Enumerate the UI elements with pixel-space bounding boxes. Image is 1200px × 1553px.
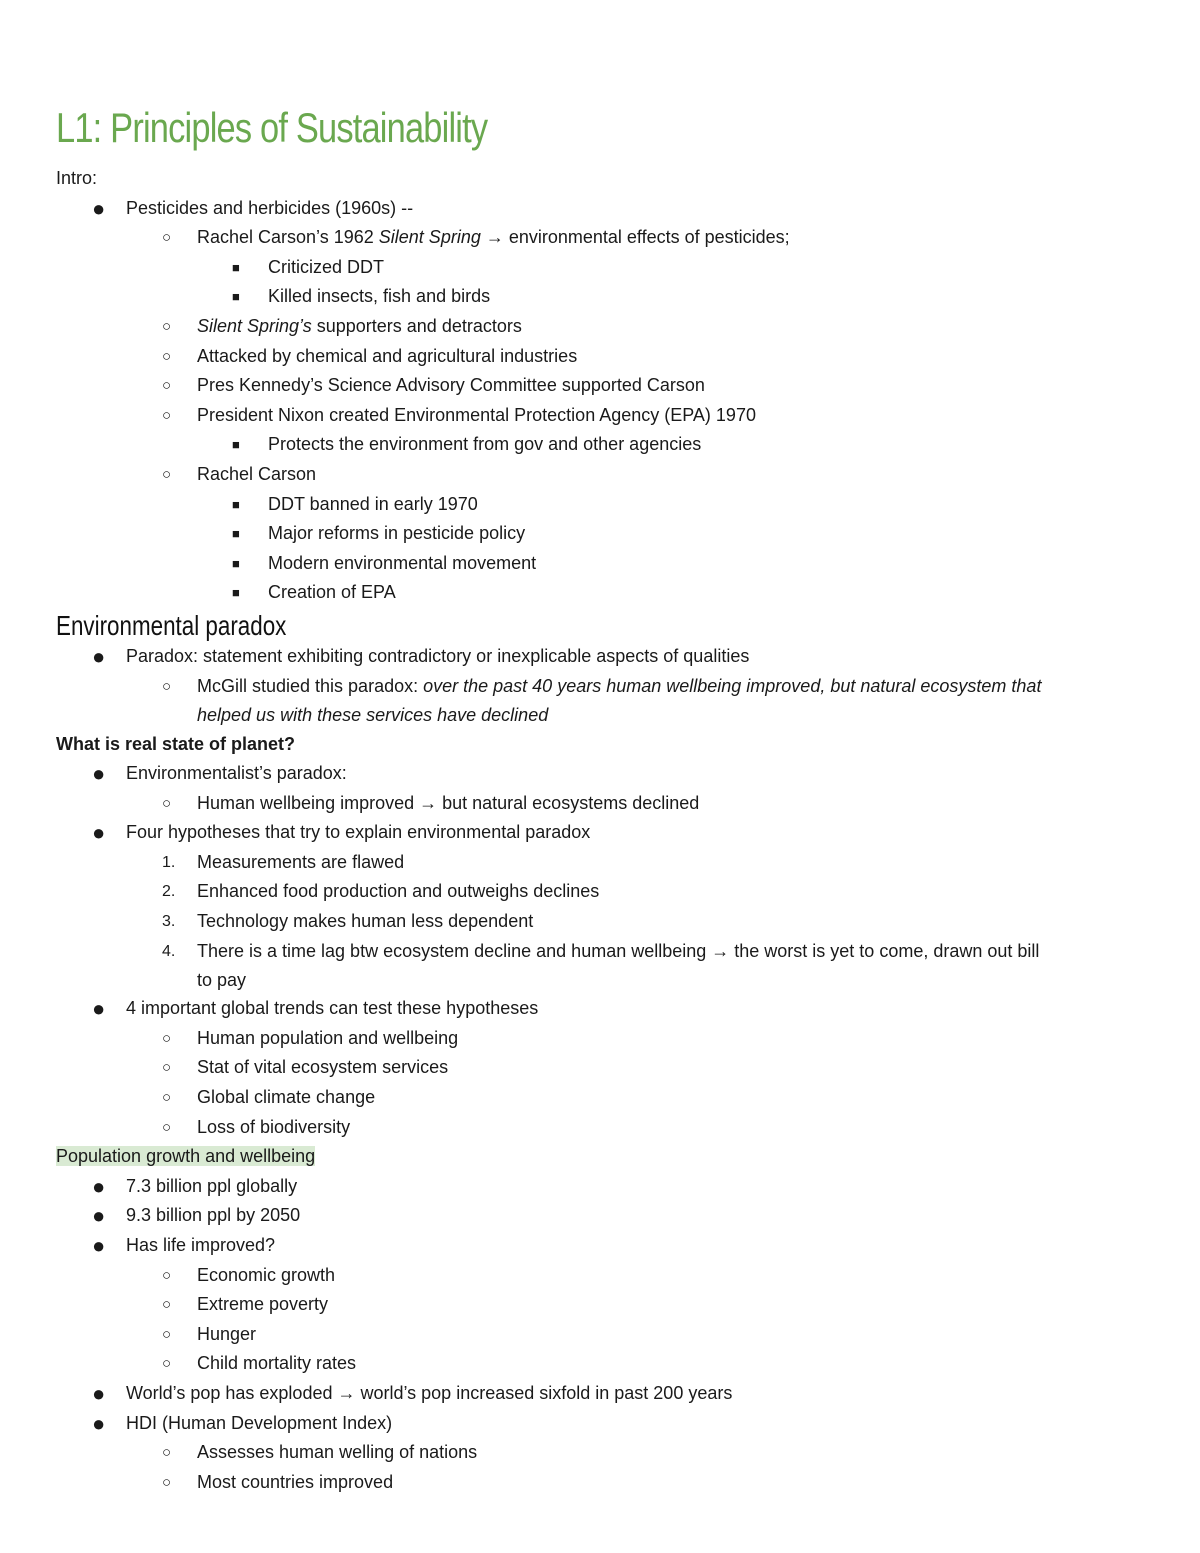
list-item: ● 9.3 billion ppl by 2050 <box>56 1201 1146 1231</box>
list-item: ○ Assesses human welling of nations <box>56 1438 1146 1468</box>
list-item: ● Environmentalist’s paradox: <box>56 759 1146 789</box>
list-item: ■ Modern environmental movement <box>56 549 1146 579</box>
bullet-dot-icon: ● <box>92 996 106 1022</box>
list-item: ○ Pres Kennedy’s Science Advisory Committee supported Carson <box>56 371 1146 401</box>
list-item: ○ Attacked by chemical and agricultural industries <box>56 342 1146 372</box>
bullet-circle-icon: ○ <box>162 1029 172 1047</box>
list-number: 1. <box>162 853 176 871</box>
list-item: ■ Major reforms in pesticide policy <box>56 519 1146 549</box>
bullet-circle-icon: ○ <box>162 1444 172 1462</box>
list-number: 4. <box>162 942 176 960</box>
list-item: ○ Rachel Carson <box>56 460 1146 490</box>
bullet-circle-icon: ○ <box>162 1059 172 1077</box>
list-item: ○ Global climate change <box>56 1083 1146 1113</box>
list-item: ■ Protects the environment from gov and other agencies <box>56 430 1146 460</box>
bullet-square-icon: ■ <box>232 437 240 453</box>
list-item: ○ President Nixon created Environmental Protection Agency (EPA) 1970 <box>56 401 1146 431</box>
list-item: ● Pesticides and herbicides (1960s) -- <box>56 194 1146 224</box>
bullet-square-icon: ■ <box>232 289 240 305</box>
bullet-dot-icon: ● <box>92 1203 106 1229</box>
list-item: ● 4 important global trends can test these hypotheses <box>56 994 1146 1024</box>
list-item: ○ Economic growth <box>56 1261 1146 1291</box>
list-item: ○ Extreme poverty <box>56 1290 1146 1320</box>
bullet-circle-icon: ○ <box>162 794 172 812</box>
numbered-item: 1. Measurements are flawed <box>56 848 1146 878</box>
list-item: ■ DDT banned in early 1970 <box>56 490 1146 520</box>
bullet-square-icon: ■ <box>232 259 240 275</box>
bullet-dot-icon: ● <box>92 820 106 846</box>
list-number: 2. <box>162 883 176 901</box>
bullet-circle-icon: ○ <box>162 1355 172 1373</box>
bullet-circle-icon: ○ <box>162 1266 172 1284</box>
bullet-dot-icon: ● <box>92 643 106 669</box>
page-title: L1: Principles of Sustainability <box>56 104 488 151</box>
bullet-dot-icon: ● <box>92 1410 106 1436</box>
bullet-dot-icon: ● <box>92 761 106 787</box>
bullet-circle-icon: ○ <box>162 1118 172 1136</box>
bullet-circle-icon: ○ <box>162 406 172 424</box>
document-page <box>56 100 1146 1497</box>
bullet-circle-icon: ○ <box>162 1325 172 1343</box>
bullet-circle-icon: ○ <box>162 317 172 335</box>
list-item: ■ Criticized DDT <box>56 253 1146 283</box>
intro-label: Intro: <box>56 168 98 188</box>
list-item-continuation: to pay <box>197 970 247 991</box>
numbered-item: 4. There is a time lag btw ecosystem decline and human wellbeing → the worst is yet to come, drawn out bill <box>56 937 1146 967</box>
list-number: 3. <box>162 913 176 931</box>
section-heading-environmental-paradox: Environmental paradox <box>56 609 287 641</box>
bullet-circle-icon: ○ <box>162 1089 172 1107</box>
bullet-dot-icon: ● <box>92 1173 106 1199</box>
bullet-square-icon: ■ <box>232 555 240 571</box>
bullet-circle-icon: ○ <box>162 229 172 247</box>
list-item: ○ McGill studied this paradox: over the past 40 years human wellbeing improved, but natural ecosystem that <box>56 672 1146 702</box>
list-item: ○ Hunger <box>56 1320 1146 1350</box>
list-item: ■ Killed insects, fish and birds <box>56 282 1146 312</box>
bullet-dot-icon: ● <box>92 195 106 221</box>
bullet-dot-icon: ● <box>92 1233 106 1258</box>
bullet-circle-icon: ○ <box>162 465 172 483</box>
list-item: ○ Human population and wellbeing <box>56 1024 1146 1054</box>
list-item: ● 7.3 billion ppl globally <box>56 1172 1146 1202</box>
bullet-circle-icon: ○ <box>162 347 172 365</box>
numbered-item: 3. Technology makes human less dependent <box>56 907 1146 937</box>
list-item: ○ Silent Spring’s supporters and detractors <box>56 312 1146 342</box>
list-item: ● HDI (Human Development Index) <box>56 1409 1146 1439</box>
list-item: ○ Most countries improved <box>56 1468 1146 1498</box>
list-item: ● World’s pop has exploded → world’s pop increased sixfold in past 200 years <box>56 1379 1146 1409</box>
highlighted-heading: Population growth and wellbeing <box>56 1146 316 1167</box>
list-item: ○ Human wellbeing improved → but natural ecosystems declined <box>56 789 1146 819</box>
bullet-square-icon: ■ <box>232 526 240 542</box>
numbered-item: 2. Enhanced food production and outweighs declines <box>56 877 1146 907</box>
list-item: ● Has life improved? <box>56 1231 1146 1261</box>
list-item: ■ Creation of EPA <box>56 578 1146 608</box>
list-item: ○ Stat of vital ecosystem services <box>56 1053 1146 1083</box>
bullet-square-icon: ■ <box>232 585 240 601</box>
section-heading-population <box>56 1142 1146 1172</box>
list-item: ● Four hypotheses that try to explain environmental paradox <box>56 818 1146 848</box>
list-item: ○ Loss of biodiversity <box>56 1113 1146 1143</box>
bullet-circle-icon: ○ <box>162 677 172 695</box>
bullet-circle-icon: ○ <box>162 1296 172 1314</box>
list-item-continuation: helped us with these services have declined <box>197 705 549 726</box>
list-item: ○ Rachel Carson’s 1962 Silent Spring → environmental effects of pesticides; <box>56 223 1146 253</box>
bullet-square-icon: ■ <box>232 496 240 512</box>
list-item: ○ Child mortality rates <box>56 1349 1146 1379</box>
list-item: ● Paradox: statement exhibiting contradictory or inexplicable aspects of qualities <box>56 642 1146 672</box>
bullet-circle-icon: ○ <box>162 377 172 395</box>
section-heading-real-state: What is real state of planet? <box>56 734 296 755</box>
bullet-dot-icon: ● <box>92 1380 106 1406</box>
bullet-circle-icon: ○ <box>162 1473 172 1491</box>
